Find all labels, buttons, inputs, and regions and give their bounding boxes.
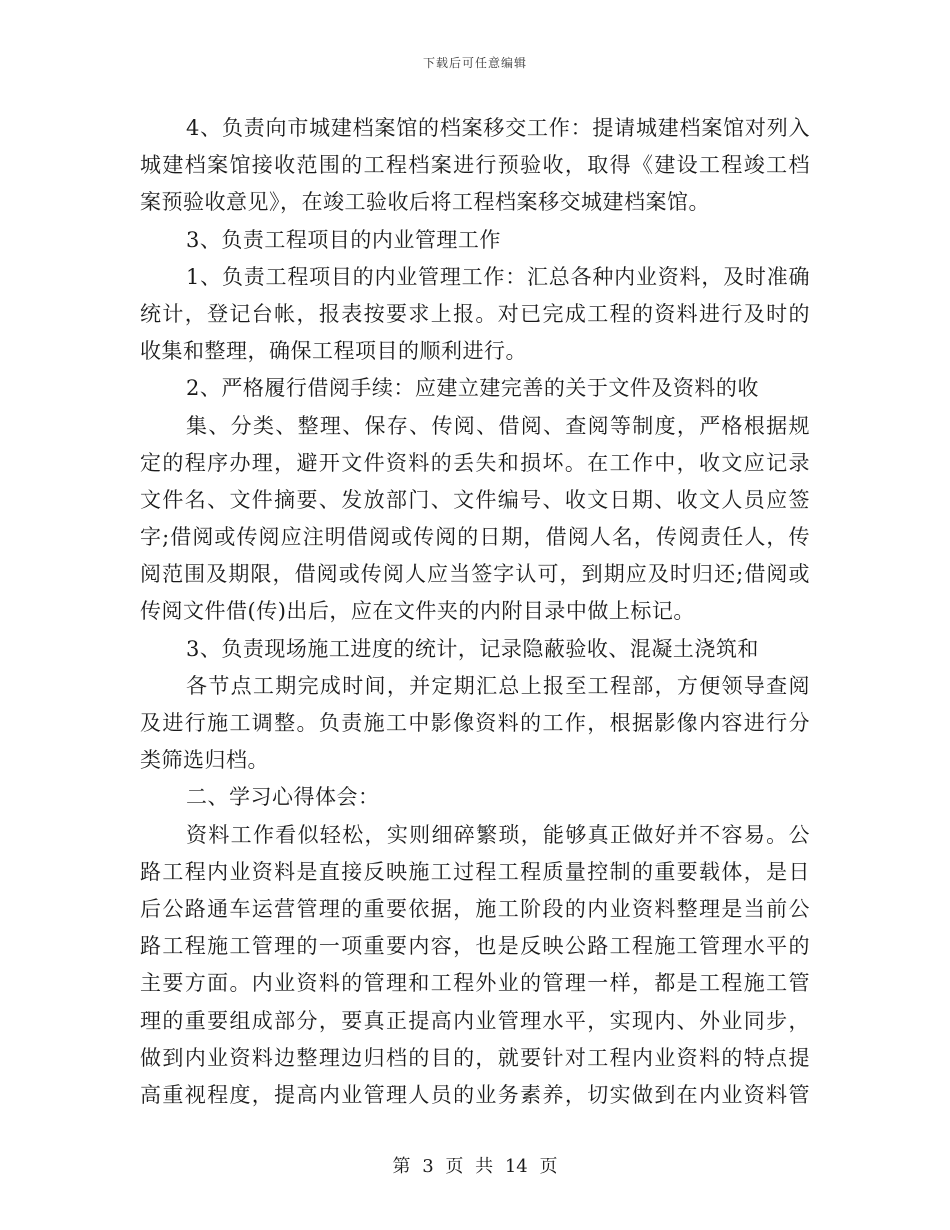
paragraph-line: 传阅文件借(传)出后，应在文件夹的内附目录中做上标记。 <box>140 599 695 624</box>
paragraph-line: 类筛选归档。 <box>140 748 269 773</box>
paragraph-line: 阅范围及期限，借阅或传阅人应当签字认可，到期应及时归还;借阅或 <box>140 562 810 587</box>
paragraph-line: 统计，登记台帐，报表按要求上报。对已完成工程的资料进行及时的 <box>140 301 810 326</box>
paragraph-line: 做到内业资料边整理边归档的目的，就要针对工程内业资料的特点提 <box>140 1045 810 1070</box>
page-number: 第 3 页 共 14 页 <box>392 1156 558 1177</box>
paragraph-line: 2、严格履行借阅手续：应建立建完善的关于文件及资料的收 <box>186 376 759 401</box>
section-heading: 二、学习心得体会： <box>186 785 380 810</box>
paragraph-line: 高重视程度，提高内业管理人员的业务素养，切实做到在内业资料管 <box>140 1082 810 1107</box>
paragraph-line: 及进行施工调整。负责施工中影像资料的工作，根据影像内容进行分 <box>140 711 810 735</box>
paragraph-line: 定的程序办理，避开文件资料的丢失和损坏。在工作中，收文应记录 <box>140 450 810 475</box>
paragraph-line: 路工程内业资料是直接反映施工过程工程质量控制的重要载体，是日 <box>140 859 810 884</box>
paragraph-line: 城建档案馆接收范围的工程档案进行预验收，取得《建设工程竣工档 <box>140 153 810 178</box>
paragraph-line: 案预验收意见》，在竣工验收后将工程档案移交城建档案馆。 <box>140 190 710 215</box>
section-heading: 3、负责工程项目的内业管理工作 <box>186 227 501 252</box>
paragraph-line: 主要方面。内业资料的管理和工程外业的管理一样，都是工程施工管 <box>140 971 810 996</box>
paragraph-line: 路工程施工管理的一项重要内容，也是反映公路工程施工管理水平的 <box>140 934 810 959</box>
header-note: 下载后可任意编辑 <box>422 56 527 70</box>
document-body <box>140 110 810 1114</box>
paragraph-line: 1、负责工程项目的内业管理工作：汇总各种内业资料，及时准确 <box>186 264 810 289</box>
paragraph-line: 后公路通车运营管理的重要依据，施工阶段的内业资料整理是当前公 <box>140 896 810 921</box>
paragraph-line: 理的重要组成部分，要真正提高内业管理水平，实现内、外业同步， <box>140 1008 810 1033</box>
paragraph-line: 集、分类、整理、保存、传阅、借阅、查阅等制度，严格根据规 <box>186 413 810 438</box>
paragraph-line: 收集和整理，确保工程项目的顺利进行。 <box>140 339 527 364</box>
paragraph-line: 4、负责向市城建档案馆的档案移交工作：提请城建档案馆对列入 <box>186 116 810 140</box>
paragraph-line: 字;借阅或传阅应注明借阅或传阅的日期，借阅人名，传阅责任人，传 <box>140 525 810 550</box>
paragraph-line: 文件名、文件摘要、发放部门、文件编号、收文日期、收文人员应签 <box>140 487 810 512</box>
paragraph-line: 各节点工期完成时间，并定期汇总上报至工程部，方便领导查阅 <box>186 673 810 698</box>
paragraph-line: 3、负责现场施工进度的统计，记录隐蔽验收、混凝土浇筑和 <box>186 636 759 661</box>
paragraph-line: 资料工作看似轻松，实则细碎繁琐，能够真正做好并不容易。公 <box>186 822 810 847</box>
